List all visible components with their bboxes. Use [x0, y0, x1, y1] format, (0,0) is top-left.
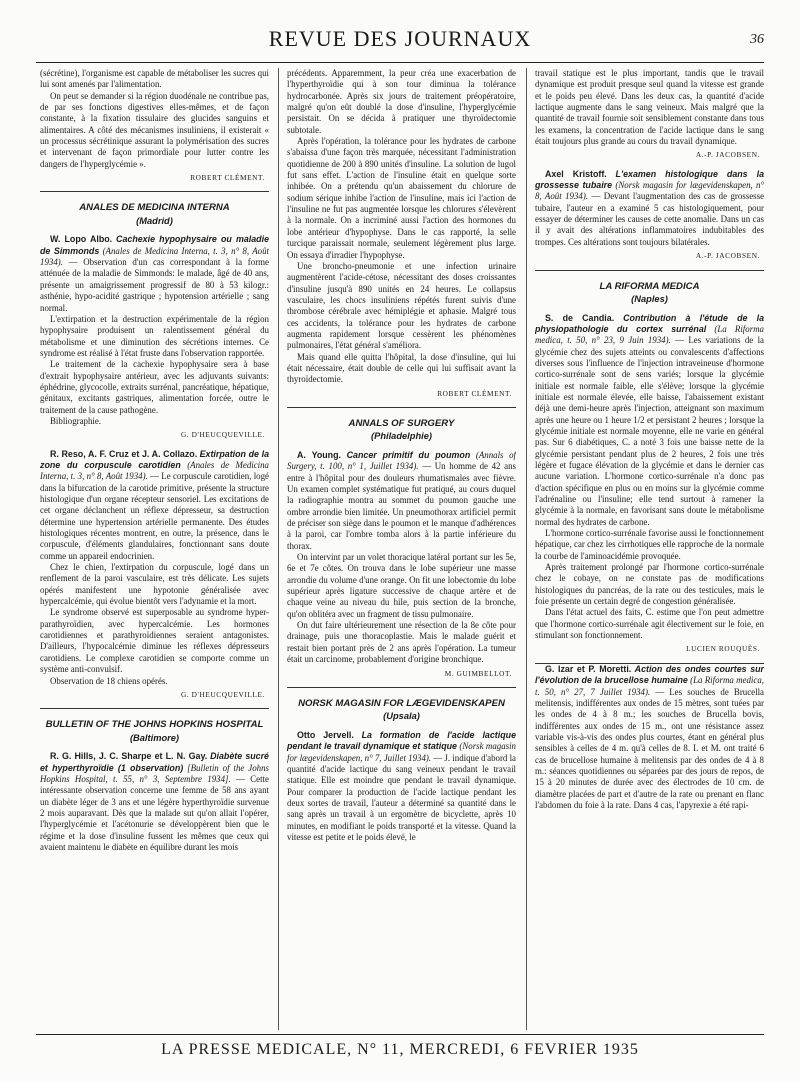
article-title: Action des ondes courtes sur l'évolution de la brucellose humaine — [535, 663, 764, 686]
journal-name: ANNALS OF SURGERY — [348, 417, 455, 429]
article-citation: (Norsk magasin for lægevidenskapen, n° 7, Juillet 1934). — [287, 741, 516, 763]
column-2 — [287, 68, 516, 1030]
article-text: — Observation d'un cas correspondant à la forme atténuée de la maladie de Simmonds: le malade, âgé de 40 ans, présente un amaigrissement progressif de 80 à 53 kilogr.: asthénie, hypo-acidité gastrique ; hypotension artérielle ; sang normal. — [40, 257, 269, 313]
section-divider — [40, 191, 269, 192]
page-title: REVUE DES JOURNAUX — [268, 26, 532, 51]
paragraph: On peut se demander si la région duodénale ne contribue pas, de par ses fonctions digestives elles-mêmes, et de façon constante, à la fixation tissulaire des glucides sanguins et alimentaires. A côté des mécanismes insuliniens, il existerait « un processus sécrétinique assurant la polymérisation des sucres et intervenant de façon primordiale pour lutter contre les dangers de l'hyperglycémie ». — [40, 90, 269, 169]
journal-name: BULLETIN OF THE JOHNS HOPKINS HOSPITAL — [45, 719, 264, 731]
paragraph: L'hormone cortico-surrénale favorise aussi le fonctionnement hépatique, car chez les cirrhotiques elle rapproche de la normale la courbe de l'aminoacidémie provoquée. — [535, 528, 764, 561]
article-citation: [Bulletin of the Johns Hopkins Hospital, t. 55, n° 3, Septembre 1934]. — [40, 762, 269, 784]
paragraph: Dans l'état actuel des faits, C. estime que l'on peut admettre que l'hormone cortico-surrénale agit électivement sur le foie, en stimulant son fonctionnement. — [535, 607, 764, 641]
section-divider — [40, 708, 269, 709]
column-1 — [40, 68, 269, 1030]
paragraph: Une broncho-pneumonie et une infection urinaire augmentèrent l'acide-cétose, nécessitant des doses croissantes d'insuline jusqu'à 890 unités en 24 heures. Le collapsus vasculaire, les chocs insuliniens répétés furent suivis d'une thrombose cérébrale avec hémiplégie et aphasie. Malgré tous ces accidents, la tolérance pour les hydrates de carbone augmenta rapidement lorsque cessèrent les phénomènes pulmonaires, l'état général s'améliora. — [287, 260, 516, 351]
journal-city: (Upsala) — [383, 711, 420, 722]
footer-text: LA PRESSE MEDICALE, N° 11, MERCREDI, 6 FEVRIER 1935 — [161, 1041, 639, 1058]
article-abstract — [535, 664, 764, 811]
paragraph: Bibliographie. — [50, 415, 102, 426]
article-abstract — [535, 313, 764, 529]
article-title: Cachexie hypophysaire ou maladie de Simmonds — [40, 234, 269, 256]
article-citation: (Annals of Surgery, t. 100, n° 1, Juillet 1934). — [287, 449, 516, 472]
article-title: Cancer primitif du poumon — [346, 449, 471, 460]
page-number: 36 — [750, 32, 764, 47]
journal-name: ANALES DE MEDICINA INTERNA — [79, 202, 230, 214]
article-text: — Un homme de 42 ans entre à l'hôpital pour des douleurs rhumatismales avec fièvre. Un examen complet systématique fut pratiqué, au cours duquel la radiographie montra au sommet du poumon gauche une ombre arrondie bien limitée. Un pneumothorax artificiel permit de préciser son siège dans le poumon et le manque d'adhérences à la paroi, car l'ombre tomba alors à la partie inférieure du thorax. — [287, 461, 516, 551]
author-signature: G. D'HEUCQUEVILLE. — [180, 689, 265, 699]
journal-heading — [287, 698, 516, 723]
journal-city: (Madrid) — [136, 215, 173, 226]
article-authors: Axel Kristoff. — [545, 168, 607, 179]
article-text: — Devant l'augmentation des cas de grossesse tubaire, l'auteur en a examiné 5 cas histologiquement, pour essayer de déterminer les causes de cette anomalie. Dans un cas il y avait des altérations inflammatoires indubitables des trompes. Ces altérations sont toujours bilatérales. — [535, 191, 764, 247]
article-citation: (Anales de Medicina Interna, t. 3, n° 8, Août 1934). — [40, 245, 269, 268]
journal-heading — [287, 418, 516, 443]
article-title: Extirpation de la zone du corpuscule carotidien — [40, 448, 269, 470]
author-signature: G. D'HEUCQUEVILLE. — [180, 430, 265, 440]
article-text: — Le corpuscule carotidien, logé dans la bifurcation de la carotide primitive, présente la structure histologique d'un organe récepteur sensoriel. Les excitations de cet organe déclanchent un réflexe dépresseur, sa destruction détermine une hypertension artérielle permanente. Des études histologiques récentes montrent, en outre, la présence, dans le corpuscule, d'éléments glandulaires, fonctionnant sans doute comme un appareil endocrinien. — [40, 471, 269, 561]
author-signature: A.-P. JACOBSEN. — [695, 150, 760, 160]
journal-city: (Philadelphie) — [371, 431, 432, 442]
article-title: La formation de l'acide lactique pendant le travail dynamique et statique — [287, 729, 516, 752]
article-citation: (Anales de Medicina Interna, t. 3, n° 8, Août 1934). — [40, 459, 269, 482]
masthead — [36, 22, 764, 58]
article-authors: S. de Candia. — [545, 312, 615, 323]
author-signature: A.-P. JACOBSEN. — [695, 251, 760, 261]
article-text: — J. indique d'abord la quantité d'acide lactique du sang veineux pendant le travail statique. Elle est moindre que pendant le travail dynamique. Pour comparer la production de l'acide lactique pendant les deux sortes de travail, l'auteur a déterminé sa quantité dans le sang après un travail à un ergomètre de bicyclette, après 10 minutes, en modifiant le poids transporté et la vitesse. Quand la vitesse est petite et le poids élevé, le — [287, 752, 516, 842]
article-text: — Cette intéressante observation concerne une femme de 58 ans ayant un diabète léger de 3 ans et une légère hyperthyroïdie survenue 2 mois auparavant. Dès que la malade sut qu'on allait l'opérer, l'hyperglycémie et l'acétonurie se développèrent bien que le régime et la dose d'insuline fussent les mêmes que ceux qui avaient maintenu le diabète en équilibre durant les mois — [40, 773, 269, 852]
article-authors: Otto Jervell. — [297, 729, 354, 740]
paragraph: Après traitement prolongé par l'hormone cortico-surrénale chez le cobaye, on ne constate pas de modifications histologiques du pancréas, de la rate ou des testicules, mais le foie présente un certain degré de congestion généralisée. — [535, 562, 764, 607]
footer — [36, 1034, 764, 1064]
journal-city: (Baltimore) — [129, 732, 180, 743]
journal-name: LA RIFORMA MEDICA — [599, 280, 700, 292]
journal-heading — [40, 202, 269, 227]
article-authors: G. Izar et P. Moretti. — [545, 663, 632, 674]
paragraph: (sécrétine), l'organisme est capable de métaboliser les sucres qui lui sont amenés par l'alimentation. — [40, 68, 269, 90]
column-3 — [535, 68, 764, 1030]
article-authors: R. Reso, A. F. Cruz et J. A. Collazo. — [50, 448, 198, 459]
section-divider — [535, 270, 764, 271]
article-title: L'examen histologique dans la grossesse tubaire — [535, 168, 764, 191]
paragraph: Observation de 18 chiens opérés. — [50, 675, 168, 686]
journal-heading — [40, 719, 269, 744]
paragraph: On dut faire ultérieurement une résection de la 8e côte pour drainage, puis une thoracoplastie. Mais le malade guérit et restait bien portant près de 2 ans après l'opération. La tumeur était un carcinome, probablement d'origine bronchique. — [287, 620, 516, 665]
journal-name: NORSK MAGASIN FOR LÆGEVIDENSKAPEN — [298, 697, 505, 709]
paragraph: Le syndrome observé est superposable au syndrome hyper-parathyroïdien, avec hypercalcémie. Les hormones carotidiennes et parathyroïdiennes seraient antagonistes. D'ailleurs, l'hypocalcémie diminue les réflexes dépresseurs carotidiens. Le complexe carotidien se comporte comme un système anti-convulsif. — [40, 607, 269, 675]
section-divider — [287, 687, 516, 688]
article-abstract — [287, 450, 516, 552]
article-authors: W. Lopo Albo. — [50, 234, 113, 245]
paragraph: L'extirpation et la destruction expérimentale de la région hypophysaire produisent un ralentissement général du métabolisme et une diminution des sécrétions internes. Ce syndrome est réalisé à l'état fruste dans l'observation rapportée. — [40, 313, 269, 358]
article-citation: (Norsk magasin for lægevidenskapen, n° 8, Août 1934). — [535, 180, 764, 202]
article-abstract — [40, 234, 269, 313]
journal-heading — [535, 281, 764, 306]
paragraph: Mais quand elle quitta l'hôpital, la dose d'insuline, qui lui était nécessaire, était double de celle qui lui suffisait avant la thyroïdectomie. — [287, 351, 516, 385]
paragraph: On intervint par un volet thoracique latéral portant sur les 5e, 6e et 7e côtes. On trouva dans le lobe supérieur une masse arrondie du volume d'une orange. On fit une lobectomie du lobe supérieur après ligature successive de chaque artère et de chaque veine au niveau du hile, puis section de la bronche, qu'on oblitéra avec un fragment de tissu pulmonaire. — [287, 552, 516, 619]
paragraph: précédents. Apparemment, la peur créa une exacerbation de l'hyperthyroïdie qui à son tour diminua la tolérance hydrocarbonée. Après six jours de traitement préopératoire, malgré qu'on eût doublé la dose d'insuline, l'hyperglycémie persistait. On se décida à pratiquer une thyroïdectomie subtotale. — [287, 68, 516, 135]
article-title: Diabète sucré et hyperthyroïdie (1 observation) — [40, 751, 269, 773]
article-abstract — [40, 751, 269, 853]
author-signature: LUCIEN ROUQUÈS. — [686, 644, 760, 654]
paragraph: travail statique est le plus important, tandis que le travail dynamique est produit presque seul quand la vitesse est grande et le poids peu élevé. Dans les deux cas, la quantité d'acide lactique augmente dans le sang veineux. Mais malgré que la quantité de travail fournie soit sensiblement constante dans tous les examens, la concentration de l'acide lactique dans le sang était toujours plus grande au cours du travail dynamique. — [535, 68, 764, 147]
columns — [40, 68, 764, 1030]
article-abstract — [535, 169, 764, 248]
article-text: — Les souches de Brucella melitensis, indifférentes aux ondes de 15 mètres, sont tuées par les ondes de 4 à 8 m.; les souches de Brucella bovis, indifférentes aux ondes de 15 m., ont une résistance assez variable vis-à-vis des ondes plus courtes, étant en général plus sensibles à celles de 4 m. qu'à celles de 8. I. et M. ont traité 6 cas de brucellose humaine à melitensis par des ondes de 4 à 8 m.: séances quotidiennes ou séparées par des jours de repos, de 15 à 20 minutes de durée avec des électrodes de 10 cm. de diamètre placées de part et d'autre de la rate ou prenant en flanc l'abdomen du foie à la rate. Dans 4 cas, l'apyrexie a été rapi- — [535, 686, 764, 810]
author-signature: ROBERT CLÉMENT. — [190, 173, 265, 183]
article-authors: R. G. Hills, J. C. Sharpe et L. N. Gay. — [50, 751, 208, 762]
paragraph: Le traitement de la cachexie hypophysaire sera à base d'extrait hypophysaire antérieur, avec les adjuvants suivants: éphédrine, glycocolle, extraits surrénal, pancréatique, hépatique, génitaux, excitants gastriques, alimentation forcée, outre le traitement de la cause pathogène. — [40, 359, 269, 415]
journal-city: (Naples) — [631, 294, 668, 304]
paragraph: Chez le chien, l'extirpation du corpuscule, logé dans un renflement de la paroi vasculaire, est très délicate. Les sujets opérés manifestent une hypotonie généralisée avec hypercalcémie, qui évolue bientôt vers l'adynamie et la mort. — [40, 562, 269, 607]
top-rule — [36, 62, 764, 63]
article-authors: A. Young. — [297, 449, 341, 460]
article-citation: (La Riforma medica, t. 50, n° 27, 7 Juillet 1934). — [535, 675, 764, 697]
section-divider — [287, 407, 516, 408]
article-abstract — [40, 449, 269, 562]
author-signature: M. GUIMBELLOT. — [444, 668, 512, 678]
article-text: — Les variations de la glycémie chez des sujets atteints ou convalescents d'affections diverses sous l'influence de l'injection intraveineuse d'hormone cortico-surrénale sont de sens variés; lorsque la glycémie initiale est normale faible, elle s'élève; lorsque la glycémie initiale est normale élevée, elle baisse, l'abaissement existant déjà une demi-heure après l'injection, atteignant son maximum après une heure ou 1 heure 1/2 et persistant 2 heures ; lorsque la glycémie initiale est normale moyenne, elle ne varie en général pas. Sur 6 diabétiques, C. a noté 3 fois une baisse nette de la glycémie persistant pendant plus de 2 heures, 2 fois une très légère et fugace élévation de la glycémie et dans le dernier cas aucune variation. L'hormone cortico-surrénale n'a donc pas d'action spécifique en plus ou en moins sur la glycémie comme l'adrénaline ou l'insuline; elle tend surtout à ramener la glycémie à la normale, en favorisant sans doute le métabolisme normal des hydrates de carbone. — [535, 335, 764, 527]
paragraph: Après l'opération, la tolérance pour les hydrates de carbone s'abaissa d'une façon très marquée, nécessitant l'administration quotidienne de 200 à 890 unités d'insuline. La solution de lugol fut sans effet. L'action de l'insuline était en quelque sorte inhibée. On a prétendu qu'un abaissement du chlorure de sodium sérique inhibe l'action de l'insuline, mais ici l'action de l'insuline ne fut pas augmentée lorsque les chlorures s'élevèrent à la normale. On a incriminé aussi l'action des hormones du lobe antérieur d'hypophyse. Dans le cas rapporté, la selle turcique paraissait normale, seulement légèrement plus large. On essaya d'irradier l'hypophyse. — [287, 136, 516, 260]
article-citation: (La Riforma medica, t. 50, n° 23, 9 Juin 1934). — [535, 323, 764, 346]
article-title: Contribution à l'étude de la physiopathologie du cortex surrénal — [535, 312, 764, 334]
column-divider — [526, 68, 527, 1030]
author-signature: ROBERT CLÉMENT. — [437, 388, 512, 398]
article-abstract — [287, 730, 516, 843]
column-divider — [278, 68, 279, 1030]
